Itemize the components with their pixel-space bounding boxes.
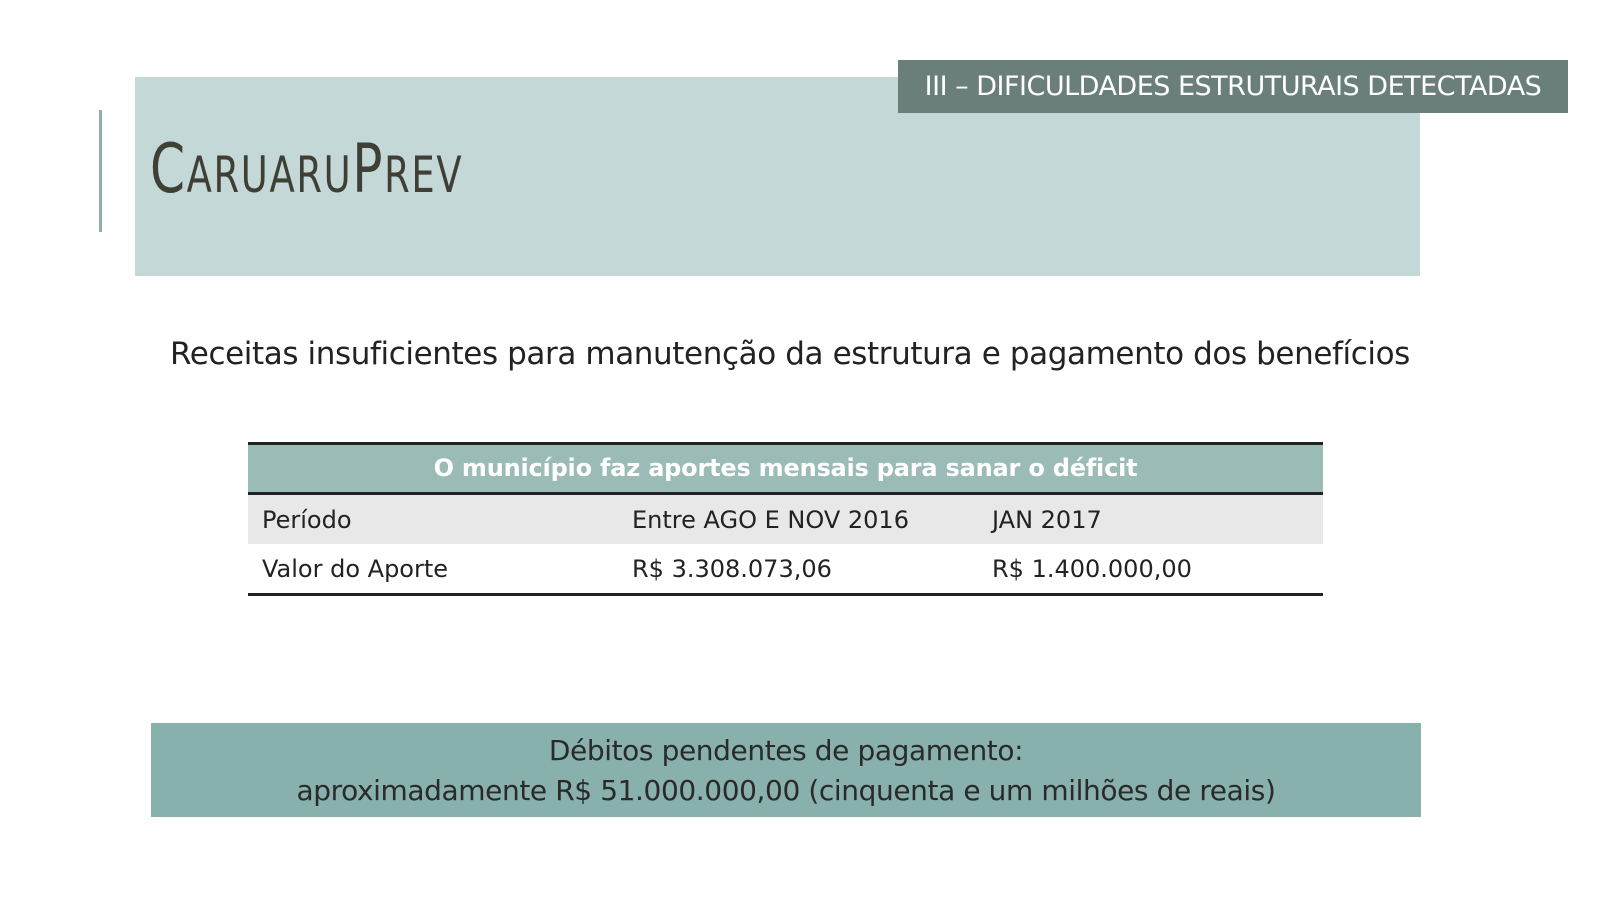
table-cell: Entre AGO E NOV 2016 xyxy=(632,505,909,534)
title-rest-1: ARUARU xyxy=(186,146,353,204)
table-cell: Valor do Aporte xyxy=(262,554,449,583)
section-tag: III – DIFICULDADES ESTRUTURAIS DETECTADAS xyxy=(898,60,1568,113)
table-cell: Período xyxy=(262,505,352,534)
aportes-table xyxy=(248,442,1323,596)
note-line-1: Débitos pendentes de pagamento: xyxy=(548,734,1024,767)
title-rest-2: REV xyxy=(384,146,464,204)
table-row xyxy=(248,495,1323,544)
table-row xyxy=(248,544,1323,593)
slide-title xyxy=(150,130,463,215)
left-accent-rule xyxy=(99,110,102,232)
table-cell: JAN 2017 xyxy=(992,505,1102,534)
table-cell: R$ 1.400.000,00 xyxy=(992,554,1192,583)
title-initial-p: P xyxy=(352,130,385,209)
pending-debts-note xyxy=(151,723,1421,817)
table-cell: R$ 3.308.073,06 xyxy=(632,554,832,583)
title-initial-c: C xyxy=(150,130,187,209)
slide-subtitle: Receitas insuficientes para manutenção da estrutura e pagamento dos benefícios xyxy=(170,336,1410,372)
table-header: O município faz aportes mensais para sanar o déficit xyxy=(248,445,1323,495)
note-line-2: aproximadamente R$ 51.000.000,00 (cinquenta e um milhões de reais) xyxy=(296,774,1276,807)
